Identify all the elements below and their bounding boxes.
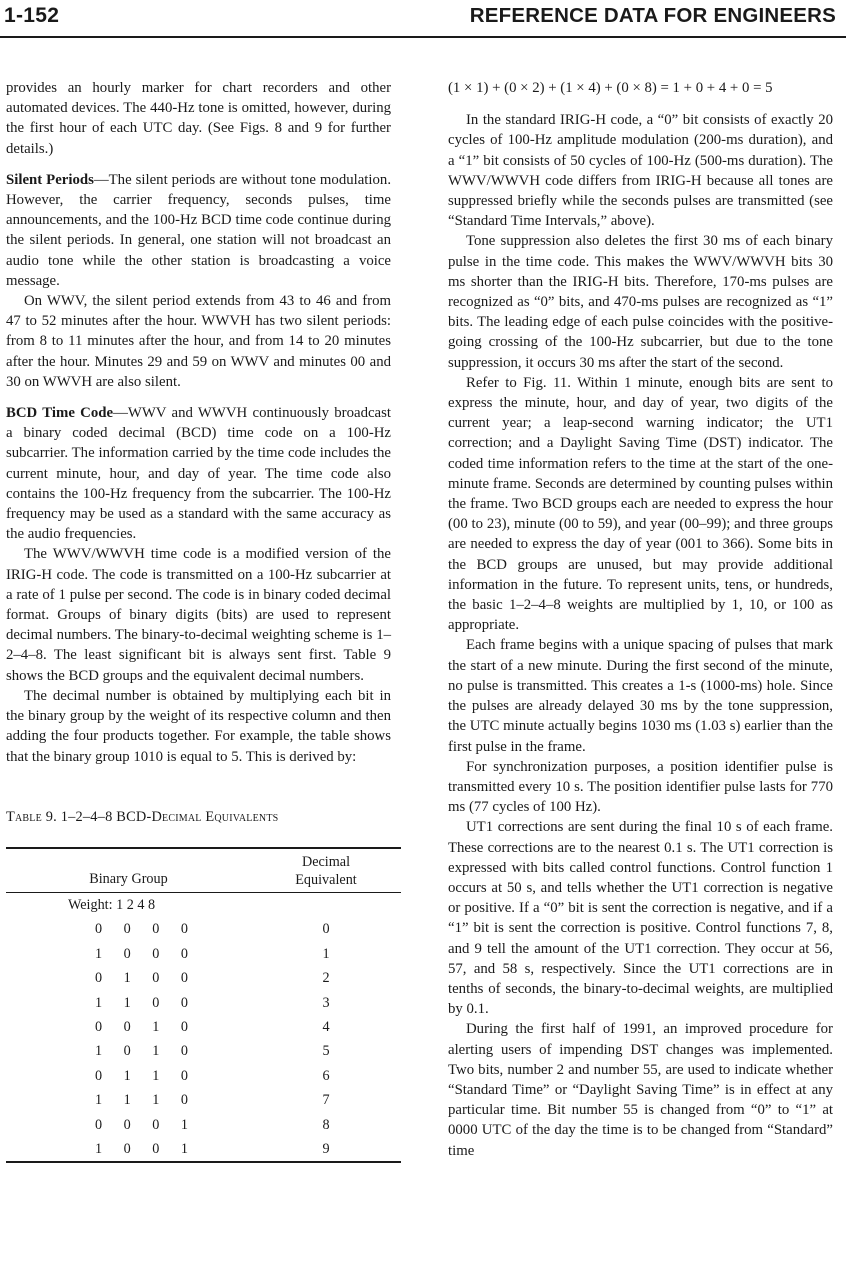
decimal-cell: 4 xyxy=(322,1019,330,1036)
page-number: 1-152 xyxy=(4,4,60,27)
column-header-decimal-equivalent: Decimal Equivalent xyxy=(251,853,401,893)
column-header-binary-group: Binary Group xyxy=(6,853,251,893)
header-rule xyxy=(0,36,846,38)
decimal-cell: 6 xyxy=(322,1067,330,1084)
decimal-cell: 3 xyxy=(322,994,330,1011)
binary-group-cell: 0 0 0 1 xyxy=(95,1116,198,1133)
decimal-cell: 1 xyxy=(322,945,330,962)
weight-label: Weight: 1 2 4 8 xyxy=(68,897,156,914)
table-row xyxy=(6,1064,401,1088)
decimal-cell: 9 xyxy=(251,1137,401,1162)
table-caption-label: Table 9. xyxy=(6,808,57,825)
binary-group-cell: 1 1 1 0 xyxy=(95,1092,198,1109)
decimal-cell: 0 xyxy=(322,921,330,938)
decimal-cell: 8 xyxy=(322,1116,330,1133)
bcd-time-code-section xyxy=(6,403,391,544)
paragraph: During the first half of 1991, an improved procedure for alerting users of impending DST changes was implemented. Two bits, number 2 and number 55, are used to indicate whether “Standard Time” or “Daylight Saving Time” is in effect at any particular time. Bit number 55 is changed from “0” to “1” at 0000 UTC of the day the time is to be changed from “Standard” time xyxy=(448,1021,833,1159)
run-in-heading: Silent Periods xyxy=(6,171,94,188)
binary-group-cell: 1 1 0 0 xyxy=(95,994,198,1011)
binary-group-cell: 0 0 1 0 xyxy=(95,1019,198,1036)
binary-group-cell: 1 0 1 0 xyxy=(95,1043,198,1060)
binary-group-cell: 0 0 0 0 xyxy=(95,921,198,938)
table-row xyxy=(6,1015,401,1039)
table-row xyxy=(6,917,401,941)
paragraph-text: —WWV and WWVH continuously broadcast a binary coded decimal (BCD) time code on a 100-Hz subcarrier. The information carried by the time code includes the current minute, hour, and day of year. The time code also contains the 100-Hz frequency from the subcarrier. The 100-Hz frequency may be used as a standard with the same accuracy as the audio frequencies. xyxy=(6,405,391,543)
paragraph: Tone suppression also deletes the first 30 ms of each binary pulse in the time code. This makes the WWV/WWVH bits 30 ms shorter than the IRIG-H bits. Therefore, 170-ms pulses are recognized as “0” bits, and 470-ms pulses are recognized as “1” bits. The leading edge of each pulse coincides with the positive-going crossing of the 100-Hz subcarrier, but due to the tone suppression, it occurs 30 ms after the start of the second. xyxy=(448,233,833,371)
table-row xyxy=(6,942,401,966)
paragraph: In the standard IRIG-H code, a “0” bit consists of exactly 20 cycles of 100-Hz amplitude modulation (200-ms duration), and a “1” bit consists of 50 cycles of 100-Hz (500-ms duration). The WWV/WWVH code differs from IRIG-H because all tones are suppressed briefly while the seconds pulses are transmitted (see “Standard Time Intervals,” above). xyxy=(448,112,833,230)
table-row xyxy=(6,1137,401,1162)
table-row xyxy=(6,1112,401,1136)
binary-group-cell: 0 1 1 0 xyxy=(95,1067,198,1084)
table-row xyxy=(6,1039,401,1063)
paragraph: provides an hourly marker for chart recorders and other automated devices. The 440-Hz tone is omitted, however, during the first hour of each UTC day. (See Figs. 8 and 9 for further details.) xyxy=(6,80,391,157)
paragraph: UT1 corrections are sent during the final 10 s of each frame. These corrections are to the nearest 0.1 s. The UT1 correction is expressed with bits called control functions. Control function 1 occurs at 50 s, and tells whether the UT1 correction is negative or positive. If a “0” bit is sent the correction is negative, and if a “1” bit is sent the correction is positive. Control functions 7, 8, and 9 tell the amount of the UT1 correction. They occur at 56, 57, and 58 s, respectively. Since the UT1 corrections are in tenths of seconds, the binary-to-decimal weights, are multiplied by 0.1. xyxy=(448,819,833,1018)
bcd-decimal-table xyxy=(6,847,401,1163)
paragraph: The WWV/WWVH time code is a modified version of the IRIG-H code. The code is transmitted on a 100-Hz subcarrier at a rate of 1 pulse per second. The code is in binary coded decimal format. Groups of binary digits (bits) are used to represent decimal numbers. The binary-to-decimal weighting scheme is 1–2–4–8. The least significant bit is always sent first. Table 9 shows the BCD groups and the equivalent decimal numbers. xyxy=(6,546,391,684)
binary-group-cell: 0 1 0 0 xyxy=(95,970,198,987)
paragraph: The decimal number is obtained by multiplying each bit in the binary group by the weight of its respective column and then adding the four products together. For example, the table shows that the binary group 1010 is equal to 5. This is derived by: xyxy=(6,687,391,765)
paragraph: For synchronization purposes, a position identifier pulse is transmitted every 10 s. The position identifier pulse lasts for 770 ms (77 cycles of 100 Hz). xyxy=(448,758,833,816)
binary-group-cell: 1 0 0 1 xyxy=(6,1137,251,1162)
paragraph: On WWV, the silent period extends from 43 to 46 and from 47 to 52 minutes after the hour. WWVH has two silent periods: from 8 to 11 minutes after the hour, and from 14 to 20 minutes after the hour. Minutes 29 and 59 on WWV and minutes 00 and 30 on WWVH are also silent. xyxy=(6,293,391,390)
binary-group-cell: 1 0 0 0 xyxy=(95,945,198,962)
silent-periods-section xyxy=(6,170,391,291)
left-column xyxy=(6,78,391,1163)
decimal-cell: 2 xyxy=(322,970,330,987)
table-row xyxy=(6,1088,401,1112)
decimal-cell: 7 xyxy=(322,1092,330,1109)
right-column xyxy=(448,78,833,1161)
running-head-title: REFERENCE DATA FOR ENGINEERS xyxy=(469,4,836,27)
paragraph: Each frame begins with a unique spacing of pulses that mark the start of a new minute. During the first second of the minute, no pulse is transmitted. This creates a 1-s (1000-ms) hole. Since the pulses are already delayed 30 ms by the tone suppression, the UTC minute actually begins 1030 ms (1.03 s) earlier than the first pulse in the frame. xyxy=(448,637,833,755)
decimal-cell: 5 xyxy=(322,1043,330,1060)
equation: (1 × 1) + (0 × 2) + (1 × 4) + (0 × 8) = 1 + 0 + 4 + 0 = 5 xyxy=(448,80,773,96)
paragraph-text: —The silent periods are without tone modulation. However, the carrier frequency, seconds pulses, time announcements, and the 100-Hz BCD time code continue during the silent periods. In general, one station will not broadcast an audio tone while the other station is broadcasting a voice message. xyxy=(6,171,392,289)
table-row xyxy=(6,966,401,990)
page-header xyxy=(0,0,846,40)
table-caption xyxy=(6,807,391,827)
table-caption-text: 1–2–4–8 BCD-Decimal Equivalents xyxy=(60,808,279,825)
weight-row xyxy=(6,892,401,917)
paragraph: Refer to Fig. 11. Within 1 minute, enough bits are sent to express the minute, hour, and day of year, two digits of the current year; a leap-second warning indicator; the UT1 correction; and a Daylight Saving Time (DST) indicator. The coded time information refers to the time at the start of the one-minute frame. Seconds are determined by counting pulses within the frame. Two BCD groups each are needed to express the hour (00 to 23), minute (00 to 59), and year (00–99); and three groups are needed to express the day of year (001 to 366). Some bits in the BCD groups are unused, but may provide additional information in the future. To represent units, tens, or hundreds, the basic 1–2–4–8 weights are multiplied by 1, 10, or 100 as appropriate. xyxy=(448,374,833,634)
run-in-heading: BCD Time Code xyxy=(6,405,114,422)
table-row xyxy=(6,990,401,1014)
